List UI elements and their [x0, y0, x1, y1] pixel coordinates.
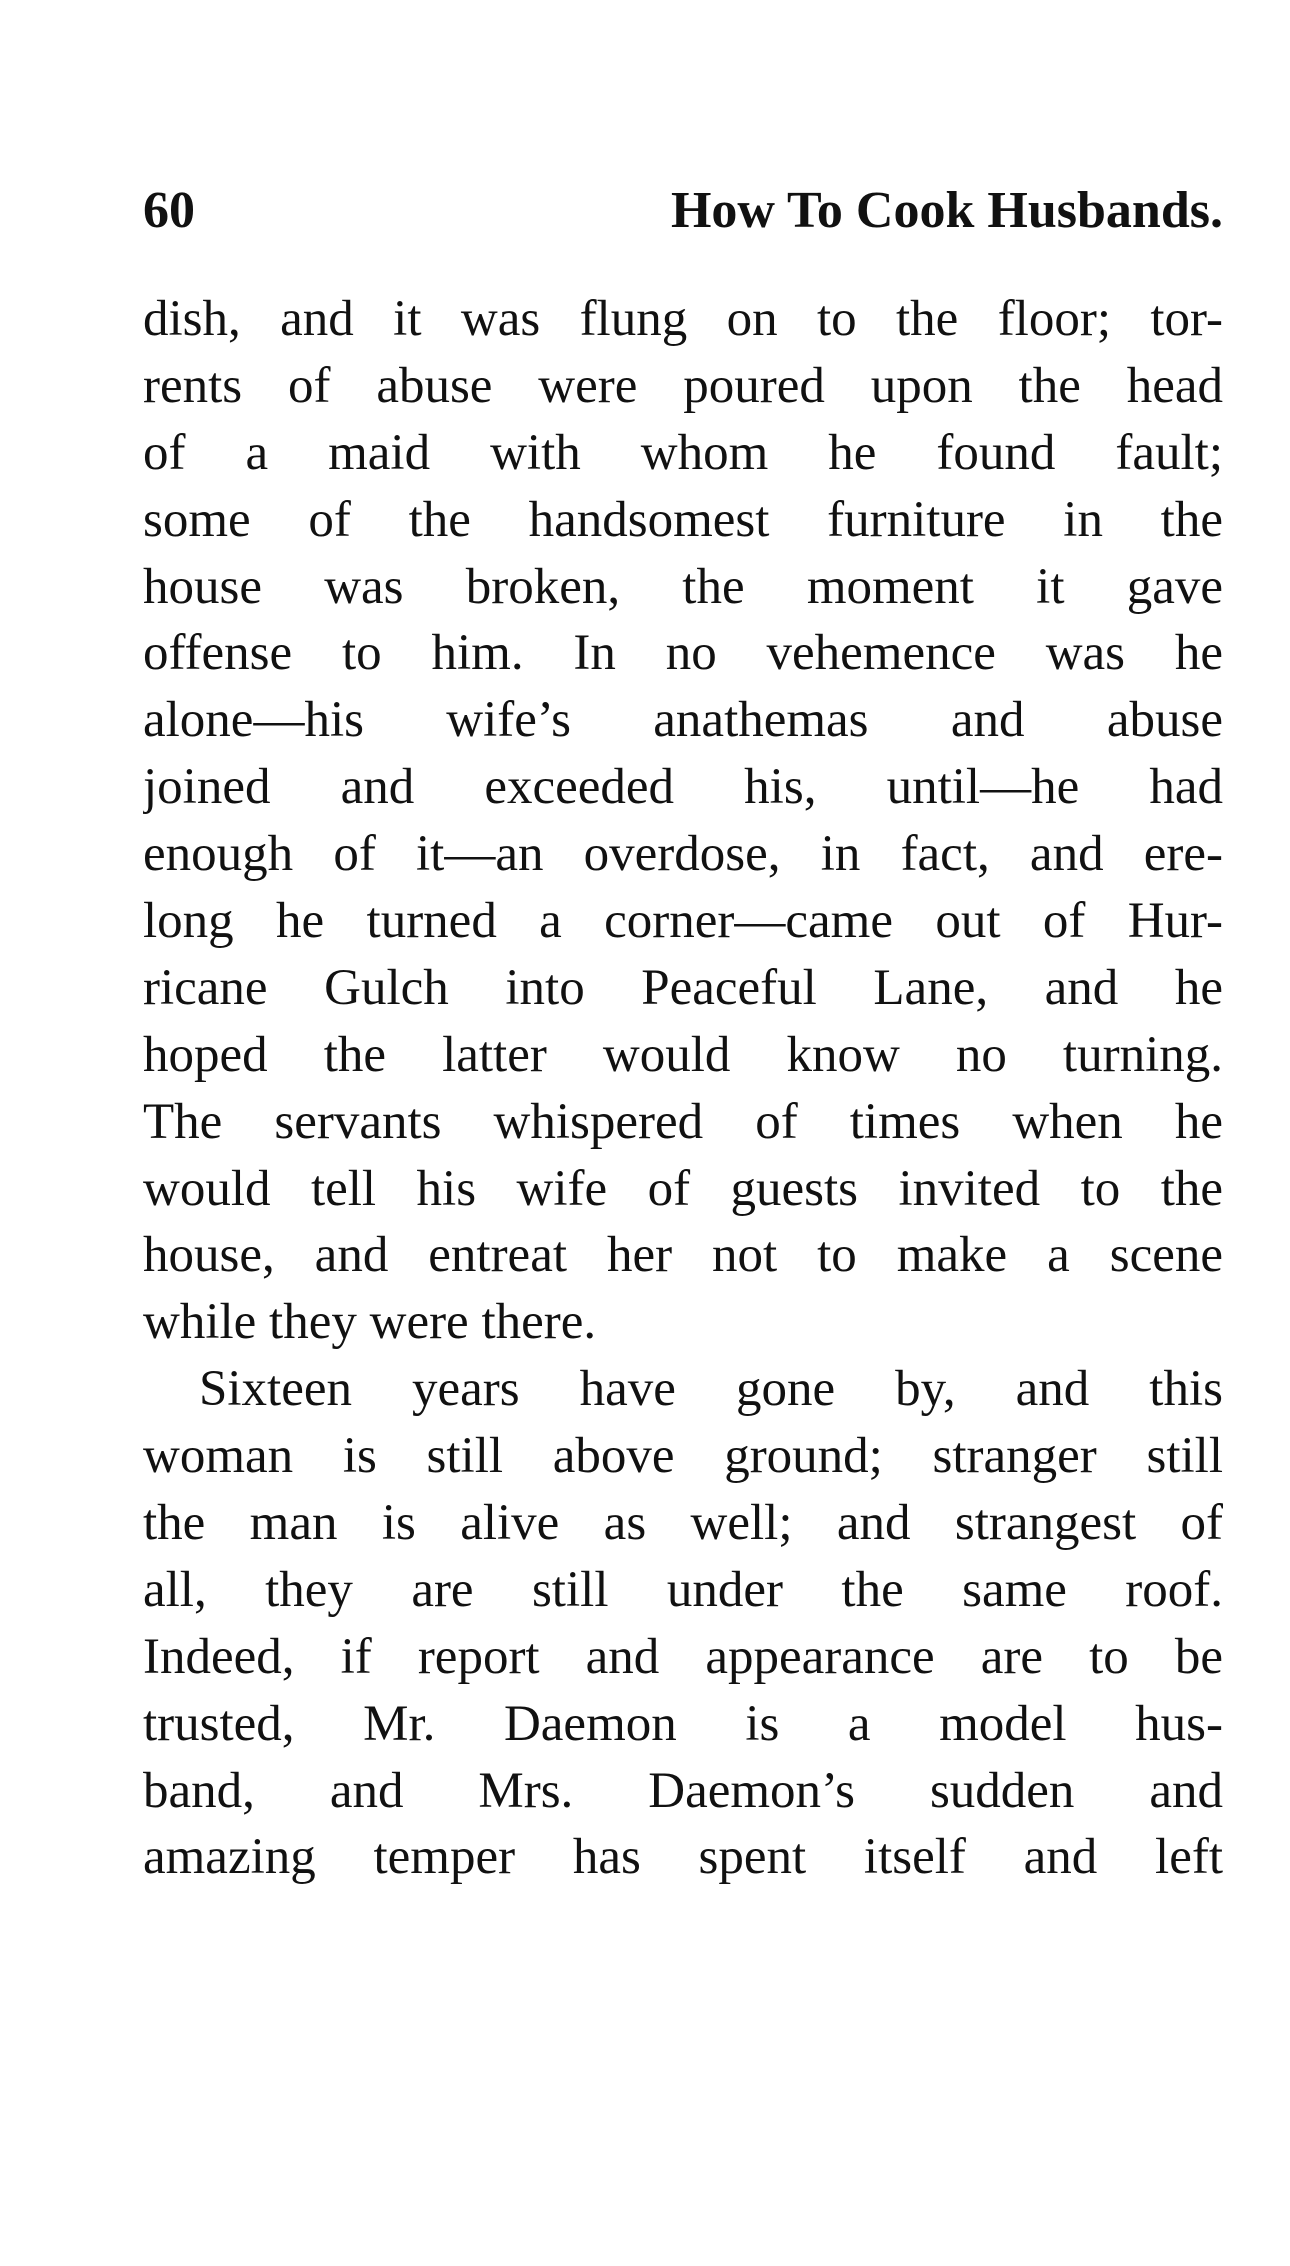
text-line: woman is still above ground; stranger still [143, 1428, 1223, 1485]
text-line: rents of abuse were poured upon the head [143, 357, 1223, 414]
text-line: some of the handsomest furniture in the [143, 491, 1223, 548]
text-line: while they were there. [143, 1294, 597, 1351]
text-line: The servants whispered of times when he [143, 1093, 1223, 1150]
text-line: the man is alive as well; and strangest of [143, 1495, 1223, 1552]
text-line: of a maid with whom he found fault; [143, 424, 1223, 481]
text-line: amazing temper has spent itself and left [143, 1829, 1223, 1886]
text-line: would tell his wife of guests invited to the [143, 1160, 1223, 1217]
text-line: all, they are still under the same roof. [143, 1561, 1223, 1618]
text-line: alone—his wife’s anathemas and abuse [143, 692, 1223, 749]
text-line: house was broken, the moment it gave [143, 558, 1223, 615]
text-line: dish, and it was flung on to the floor; tor- [143, 291, 1223, 347]
page-number: 60 [143, 182, 195, 239]
text-line: hoped the latter would know no turning. [143, 1026, 1223, 1083]
text-line: long he turned a corner—came out of Hur- [143, 893, 1223, 950]
text-line: offense to him. In no vehemence was he [143, 625, 1223, 682]
running-title: How To Cook Husbands. [670, 182, 1223, 239]
text-line: Sixteen years have gone by, and this [199, 1361, 1223, 1418]
text-line: house, and entreat her not to make a scene [143, 1227, 1223, 1284]
text-line: trusted, Mr. Daemon is a model hus- [143, 1695, 1223, 1752]
body-text [143, 286, 1223, 1891]
text-line: enough of it—an overdose, in fact, and ere- [143, 826, 1223, 883]
text-line: Indeed, if report and appearance are to be [143, 1628, 1223, 1685]
running-head [143, 176, 1223, 246]
text-line: joined and exceeded his, until—he had [143, 759, 1223, 816]
text-line: band, and Mrs. Daemon’s sudden and [143, 1762, 1223, 1819]
text-line: ricane Gulch into Peaceful Lane, and he [143, 959, 1223, 1016]
